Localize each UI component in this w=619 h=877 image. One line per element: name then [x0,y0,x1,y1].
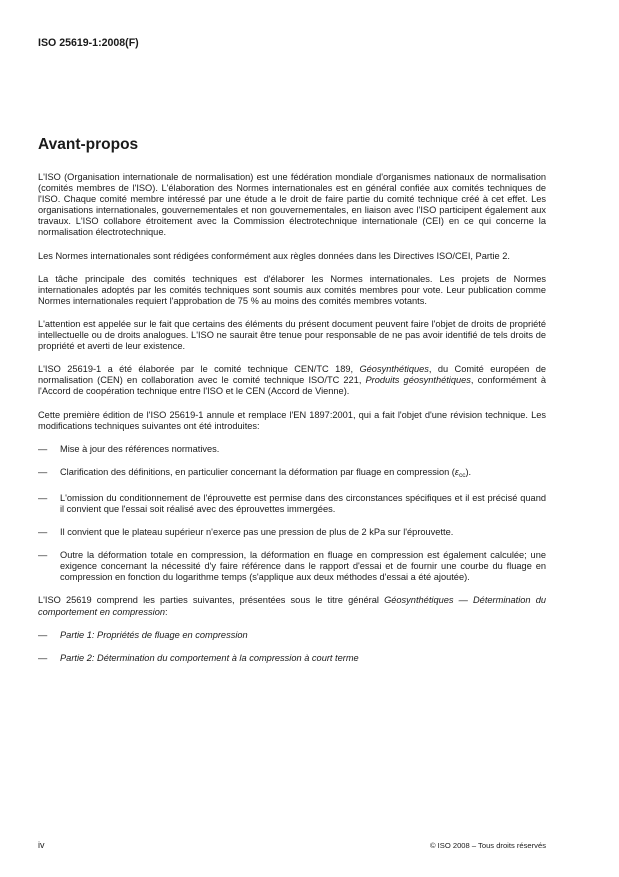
paragraph-edition: Cette première édition de l'ISO 25619-1 annule et remplace l'EN 1897:2001, qui a fait l'objet d'une révision technique. Les modifications techniques suivantes ont été introduites: [38,409,546,431]
copyright-notice: © ISO 2008 – Tous droits réservés [429,841,546,850]
paragraph-preparation [38,364,546,397]
document-body [38,172,546,676]
paragraph-technical-committees: La tâche principale des comités techniques est d'élaborer les Normes internationales. Les projets de Normes internationales adoptés par les comités techniques sont soumis aux comités membres pour vote. Leur publication comme Normes internationales requiert l'approbation de 75 % au moins des comités membres votants. [38,273,546,306]
paragraph-iso-intro: L'ISO (Organisation internationale de normalisation) est une fédération mondiale d'organismes nationaux de normalisation (comités membres de l'ISO). L'élaboration des Normes internationales est en général confiée aux comités techniques de l'ISO. Chaque comité membre intéressé par une étude a le droit de faire partie du comité technique créé à cet effet. Les organisations internationales, gouvernementales et non gouvernementales, en liaison avec l'ISO participent également aux travaux. L'ISO collabore étroitement avec la Commission électrotechnique internationale (CEI) en ce qui concerne la normalisation électrotechnique. [38,172,546,238]
text-run: ). [465,466,472,477]
section-title: Avant-propos [38,136,139,153]
committee-title: Géosynthétiques [359,364,429,375]
part-title: Partie 2: Détermination du comportement à la compression à court terme [60,652,359,663]
list-item-text: Outre la déformation totale en compression, la déformation en fluage en compression est également calculée; une exigence concernant la nécessité d'y faire référence dans le rapport d'essai et de fournir une courbe du fluage en compression en fonction du logarithme temps (s'applique aux deux méthodes d'essai a été ajoutée). [60,550,546,583]
paragraph-patent-notice: L'attention est appelée sur le fait que certains des éléments du présent document peuvent faire l'objet de droits de propriété intellectuelle ou de droits analogues. L'ISO ne saurait être tenue pour responsable de ne pas avoir identifié de tels droits de propriété et averti de leur existence. [38,318,546,352]
paragraph-directives: Les Normes internationales sont rédigées conformément aux règles données dans les Directives ISO/CEI, Partie 2. [38,250,510,261]
list-item [38,550,546,583]
text-run: : [165,606,168,617]
list-item-text [60,467,546,481]
list-item-text: Il convient que le plateau supérieur n'exerce pas une pression de plus de 2 kPa sur l'éprouvette. [60,527,454,538]
page-number: iv [38,840,45,850]
dash-bullet: — [38,652,48,663]
epsilon-symbol: ε [454,466,459,477]
list-item [38,527,546,538]
list-item-text: L'omission du conditionnement de l'éprouvette est permise dans des circonstances spécifiques et il est précisé quand il convient que l'essai soit réalisé avec des éprouvettes immergées. [60,492,546,514]
part-list-item [38,653,546,664]
list-item-text: Mise à jour des références normatives. [60,443,220,454]
text-run: Clarification des définitions, en particulier concernant la déformation par fluage en compression ( [60,466,455,477]
list-item [38,493,546,515]
list-item [38,467,546,481]
paragraph-parts-intro [38,595,546,617]
text-run: , du Comité européen de normalisation (CEN) en collaboration avec le comité technique ISO/TC 221, [38,364,546,386]
document-identifier: ISO 25619-1:2008(F) [38,37,139,49]
dash-bullet: — [38,492,48,503]
text-run: , conformément à l'Accord de coopération technique entre l'ISO et le CEN (Accord de Vienne). [38,375,546,397]
part-list-item [38,630,546,641]
dash-bullet: — [38,550,48,561]
part-title: Partie 1: Propriétés de fluage en compression [60,629,248,640]
dash-bullet: — [38,629,48,640]
symbol-subscript: cc [458,471,466,479]
list-item [38,444,546,455]
dash-bullet: — [38,527,48,538]
committee-title: Produits géosynthétiques [365,375,471,386]
text-run: L'ISO 25619-1 a été élaborée par le comité technique CEN/TC 189, [38,364,360,375]
general-title: Géosynthétiques — Détermination du comportement en compression [38,595,546,617]
dash-bullet: — [38,466,48,477]
text-run: L'ISO 25619 comprend les parties suivantes, présentées sous le titre général [38,595,385,606]
dash-bullet: — [38,443,48,454]
